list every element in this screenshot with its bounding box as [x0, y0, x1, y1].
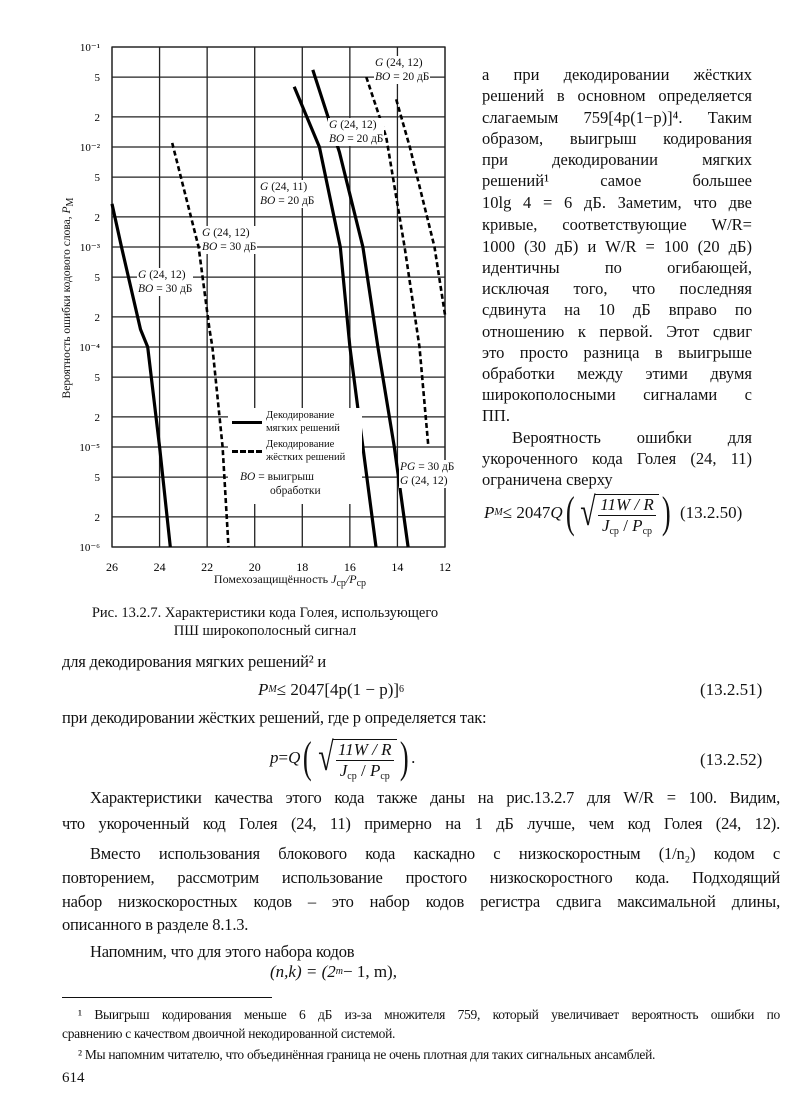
eq-denominator: $J_{ср} / P_{ср}$	[601, 516, 653, 537]
equation-13-2-50: P M ≤ 2047 Q ( √ $\frac{11W / R}{J_{ср} / P_{ср}}$ )	[484, 488, 671, 537]
footnote-line: ² Мы напомним читателю, что объединённая граница не очень плотная для таких сигнальных ансамблей.	[78, 1047, 656, 1062]
x-tick-label: 24	[153, 560, 166, 574]
paragraph-line: набор низкоскоростных кодов – это набор кодов регистра сдвига максимальной длины,	[62, 892, 780, 911]
eq-denominator: $J_{ср} / P_{ср}$	[339, 761, 390, 782]
paragraph-line: образом, выигрыш кодирования	[482, 129, 752, 148]
x-axis-label-j: J	[331, 572, 337, 586]
hard-decision-curve	[396, 99, 445, 314]
eq-numerator: 11W / R	[600, 495, 654, 514]
paren-left: (	[565, 488, 575, 537]
y-tick-label: 5	[94, 372, 100, 385]
paragraph-line: Вместо использования блокового кода каскадно с низкоскоростным (1/n₂) кодом с	[90, 844, 780, 863]
hard-decision-curve	[172, 143, 228, 547]
x-tick-label: 18	[296, 560, 309, 574]
eq-text: .	[411, 748, 416, 767]
eq-text: (n,k) = (2	[270, 962, 336, 981]
paragraph-line: ПП.	[482, 406, 510, 425]
eq-symbol: Q	[550, 503, 563, 522]
equation-number: (13.2.50)	[680, 503, 743, 522]
sqrt: √ $\frac{11W / R}{J_{ср} / P_{ср}}$	[315, 735, 396, 781]
paragraph-line: отношению к первой. Этот сдвиг	[482, 322, 752, 341]
paragraph-line: кривые, соответствующие W/R=	[482, 215, 752, 234]
eq-text: ≤ 2047[4p(1 − p)]	[276, 680, 400, 699]
solid-line-swatch	[232, 421, 262, 424]
paragraph-line: сдвинута на 10 дБ вправо по	[482, 300, 752, 319]
y-tick-label: 10⁻²	[79, 142, 100, 154]
paragraph-line: исключая того, что последняя	[482, 279, 752, 298]
y-tick-label: 5	[94, 172, 100, 185]
y-tick-label: 10⁻³	[79, 242, 100, 254]
equation-number: (13.2.52)	[700, 750, 763, 769]
soft-decision-curve	[112, 204, 170, 547]
footnote-line: сравнению с качеством двоичной некодированной системой.	[62, 1026, 396, 1041]
curve-label: G (24, 12) BO = 30 дБ	[202, 227, 257, 253]
curve-label: G (24, 12) BO = 20 дБ	[375, 57, 430, 83]
paragraph-line: Характеристики качества этого кода также даны на рис.13.2.7 для W/R = 100. Видим,	[90, 788, 780, 807]
curve-label: G (24, 12) BO = 20 дБ	[329, 119, 384, 145]
y-tick-label: 10⁻⁶	[79, 542, 100, 554]
equation-nk: (n,k) = (2 m − 1, m),	[270, 962, 397, 981]
sqrt: √ $\frac{11W / R}{J_{ср} / P_{ср}}$	[577, 490, 658, 536]
eq-text: − 1, m),	[343, 962, 397, 981]
legend-bo-definition: BO = выигрыш обработки	[240, 471, 321, 497]
caption-line: ПШ широкополосный сигнал	[173, 623, 357, 639]
paragraph-line: ограничена сверху	[482, 470, 613, 489]
paragraph-line: обработки между этими двумя	[482, 364, 752, 383]
x-axis-label-text: Помехозащищённость	[213, 572, 332, 586]
y-tick-label: 2	[94, 411, 100, 424]
x-tick-label: 26	[106, 560, 118, 574]
paragraph-line: Вероятность ошибки для	[512, 428, 752, 447]
y-axis-label-symbol: P	[61, 206, 73, 214]
paragraph-line: 10lg 4 = 6 дБ. Заметим, что две	[482, 193, 752, 212]
paragraph-line: широкополосными сигналами с	[482, 385, 752, 404]
paragraph-line: идентичны по огибающей,	[482, 258, 752, 277]
paragraph-line: 1000 (30 дБ) и W/R = 100 (20 дБ)	[482, 237, 752, 256]
legend-item-soft: Декодирование мягких решений	[232, 410, 358, 435]
paragraph-line: описанного в разделе 8.1.3.	[62, 915, 249, 934]
caption-line: Рис. 13.2.7. Характеристики кода Голея, использующего	[91, 605, 439, 621]
paren-right: )	[399, 733, 409, 782]
paragraph-line: решений в основном определяется	[482, 86, 752, 105]
eq-text: ≤ 2047	[502, 503, 551, 522]
paren-right: )	[661, 488, 671, 537]
y-axis-label-text: Вероятность ошибки кодового слова,	[61, 213, 73, 399]
dashed-line-swatch	[232, 450, 262, 453]
footnote-line: ¹ Выигрыш кодирования меньше 6 дБ из-за множителя 759, который увеличивает вероятность ошибки по	[78, 1007, 780, 1022]
eq-text: =	[278, 748, 289, 767]
x-axis-label-sub: ср	[336, 578, 346, 589]
y-tick-label: 2	[94, 111, 100, 124]
paragraph-line: что укороченный код Голея (24, 11) примерно на 1 дБ лучше, чем код Голея (24, 12).	[62, 814, 780, 833]
x-tick-label: 16	[343, 560, 356, 574]
x-tick-label: 12	[439, 560, 451, 574]
eq-symbol: Q	[288, 748, 301, 767]
curve-label: G (24, 11) BO = 20 дБ	[260, 181, 315, 207]
x-tick-label: 14	[391, 560, 404, 574]
eq-numerator: 11W / R	[337, 740, 392, 759]
eq-symbol: p	[270, 748, 279, 767]
equation-13-2-51: P M ≤ 2047[4p(1 − p)] 6	[258, 680, 405, 699]
paragraph-line: повторением, рассмотрим использование простого низкоскоростного кода. Подходящий	[62, 868, 780, 887]
y-tick-label: 5	[94, 472, 100, 485]
chart-legend	[228, 408, 362, 504]
paragraph-line: решений¹ самое большее	[482, 171, 752, 190]
x-axis-label	[180, 572, 400, 587]
y-tick-label: 2	[94, 511, 100, 524]
paragraph-line: Напомним, что для этого набора кодов	[90, 942, 355, 961]
paragraph-line: слагаемым 759[4p(1−p)]⁴. Таким	[482, 108, 752, 127]
curve-label: G (24, 12) BO = 30 дБ	[138, 269, 193, 295]
figure-caption	[60, 604, 470, 640]
eq-symbol: P	[258, 680, 269, 699]
x-axis-label-p: /P	[345, 572, 357, 586]
legend-item-hard: Декодирование жёстких решений	[232, 439, 358, 464]
y-tick-label: 5	[94, 72, 100, 85]
equation-13-2-52	[270, 735, 415, 781]
y-tick-label: 2	[94, 211, 100, 224]
y-tick-label: 5	[94, 272, 100, 285]
x-tick-label: 22	[201, 560, 214, 574]
y-tick-label: 10⁻⁴	[79, 342, 100, 354]
y-axis-label: Вероятность ошибки кодового слова, $P_M$	[61, 197, 76, 399]
page-number: 614	[62, 1070, 85, 1086]
paragraph-line: при декодировании мягких	[482, 150, 752, 169]
paragraph-line: укороченного кода Голея (24, 11)	[482, 449, 752, 468]
y-tick-label: 10⁻¹	[79, 42, 100, 54]
x-tick-label: 20	[248, 560, 261, 574]
y-tick-label: 2	[94, 311, 100, 324]
eq-symbol: P	[484, 503, 495, 522]
paragraph-line: это просто разница в выигрыше	[482, 343, 752, 362]
pg-label: PG = 30 дБ G (24, 12)	[400, 461, 455, 487]
y-tick-label: 10⁻⁵	[79, 442, 100, 454]
body-line: при декодировании жёстких решений, где p определяется так:	[62, 708, 487, 727]
paren-left: (	[303, 733, 313, 782]
body-line: для декодирования мягких решений² и	[62, 652, 327, 671]
equation-number: (13.2.51)	[700, 680, 763, 699]
x-axis-label-sub: ср	[356, 578, 367, 589]
footnote-separator	[62, 997, 272, 998]
paragraph-line: а при декодировании жёстких	[482, 65, 752, 84]
